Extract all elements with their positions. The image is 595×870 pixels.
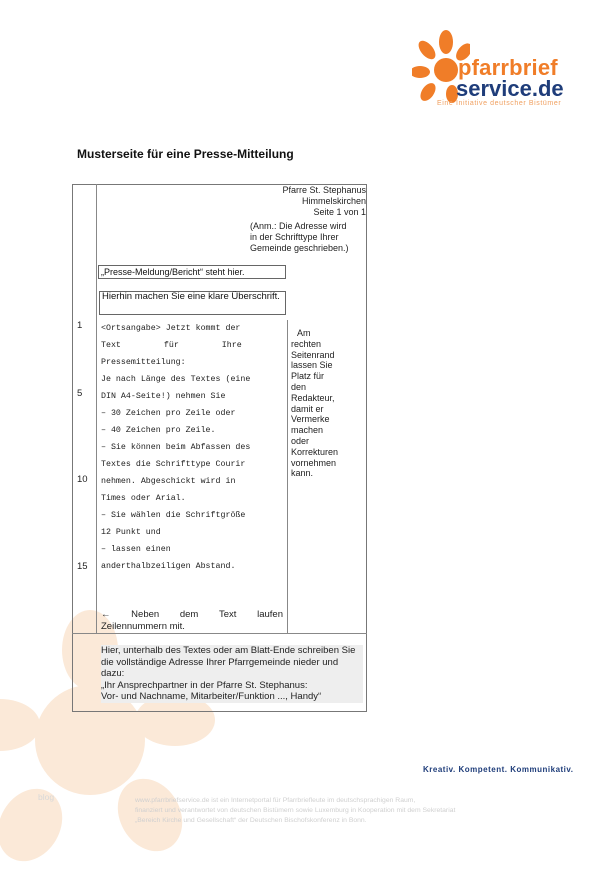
editor-note-line: Seitenrand xyxy=(291,349,335,360)
headline-box: Hierhin machen Sie eine klare Überschrift. xyxy=(99,291,286,315)
footer-line: finanziert und verantwortet von deutschen Bistümern sowie Luxemburg in Kooperation mit dem Sekretariat xyxy=(135,807,456,814)
body-line: – lassen einen xyxy=(101,545,171,554)
sender-address-note: (Anm.: Die Adresse wird in der Schrifttype Ihrer Gemeinde geschrieben.) xyxy=(250,221,349,253)
editor-note-line: den xyxy=(291,381,307,392)
body-line: Textes die Schrifttype Courir xyxy=(101,460,246,469)
editor-note-line: Korrekturen xyxy=(291,446,339,457)
text-area-bottom-divider xyxy=(72,633,367,634)
body-line: Times oder Arial. xyxy=(101,494,186,503)
editor-note-line: vornehmen xyxy=(291,457,337,468)
arrow-note-word: Neben xyxy=(131,609,160,620)
body-line: Je nach Länge des Textes (eine xyxy=(101,375,251,384)
body-line: 12 Punkt und xyxy=(101,528,161,537)
logo-tagline: Eine Initiative deutscher Bistümer xyxy=(437,100,562,107)
editor-margin-divider xyxy=(287,320,288,634)
sample-body-text xyxy=(101,320,285,575)
arrow-note-word: dem xyxy=(179,609,199,620)
contact-line: „Ihr Ansprechpartner in der Pfarre St. Stephanus: xyxy=(101,680,363,692)
sender-line: Seite 1 von 1 xyxy=(313,207,366,217)
press-release-type-box: „Presse-Meldung/Bericht“ steht hier. xyxy=(98,265,286,279)
contact-fields: Vor- und Nachname, Mitarbeiter/Funktion ..., Handy“ xyxy=(101,691,363,703)
body-line: nehmen. Abgeschickt wird in xyxy=(101,477,236,486)
body-line: Pressemitteilung: xyxy=(101,358,186,367)
footer-line: „Bereich Kirche und Gesellschaft“ der Deutschen Bischofskonferenz in Bonn. xyxy=(135,817,367,824)
arrow-left-icon: ← xyxy=(101,609,111,620)
editor-note-line: damit er xyxy=(291,403,324,414)
body-line: – Sie können beim Abfassen des xyxy=(101,443,251,452)
slogan xyxy=(423,765,573,774)
editor-note-line: Redakteur, xyxy=(291,392,335,403)
slogan-word: Kreativ. xyxy=(423,765,456,774)
logo-name-line2: service.de xyxy=(456,76,564,101)
footer-brand: blog xyxy=(38,792,55,802)
editor-note-line: Platz für xyxy=(291,371,325,382)
editor-note-line: machen xyxy=(291,425,324,436)
arrow-note-word: laufen xyxy=(257,609,283,620)
line-number: 15 xyxy=(77,561,88,572)
sender-line: Himmelskirchen xyxy=(301,196,366,206)
arrow-note-word: Text xyxy=(219,609,237,620)
slogan-word: Kommunikativ. xyxy=(510,765,574,774)
sender-line: Pfarre St. Stephanus xyxy=(282,185,366,195)
address-intro: Hier, unterhalb des Textes oder am Blatt-Ende schreiben Sie die vollständige Adresse Ihrer Pfarrgemeinde nieder und dazu: xyxy=(101,645,363,680)
logo-name-line1: pfarrbrief xyxy=(458,55,558,80)
editor-note-line: lassen Sie xyxy=(291,360,333,371)
line-numbers-note xyxy=(101,609,283,633)
address-instructions xyxy=(101,645,363,703)
body-line: Text für Ihre xyxy=(101,341,242,350)
body-line: DIN A4-Seite!) nehmen Sie xyxy=(101,392,226,401)
sender-address-block xyxy=(282,185,366,218)
footer-text xyxy=(135,796,505,826)
body-line: – 40 Zeichen pro Zeile. xyxy=(101,426,216,435)
arrow-note-line2: Zeilennummern mit. xyxy=(101,621,185,632)
editor-margin-note xyxy=(291,328,361,479)
document-title: Musterseite für eine Presse-Mitteilung xyxy=(77,147,294,161)
editor-note-line: kann. xyxy=(291,468,314,479)
body-line: <Ortsangabe> Jetzt kommt der xyxy=(101,324,241,333)
editor-note-line: rechten xyxy=(291,338,322,349)
line-number-margin-divider xyxy=(96,184,97,634)
body-line: – Sie wählen die Schriftgröße xyxy=(101,511,246,520)
footer-line: www.pfarrbriefservice.de ist ein Internetportal für Pfarrbriefleute im deutschsprachigen Raum, xyxy=(135,797,416,804)
line-number: 1 xyxy=(77,320,83,331)
editor-note-line: Am xyxy=(297,328,311,338)
editor-note-line: Vermerke xyxy=(291,414,330,425)
editor-note-line: oder xyxy=(291,435,310,446)
line-number: 5 xyxy=(77,388,83,399)
body-line: anderthalbzeiligen Abstand. xyxy=(101,562,236,571)
line-number: 10 xyxy=(77,474,88,485)
slogan-word: Kompetent. xyxy=(458,765,508,774)
body-line: – 30 Zeichen pro Zeile oder xyxy=(101,409,236,418)
